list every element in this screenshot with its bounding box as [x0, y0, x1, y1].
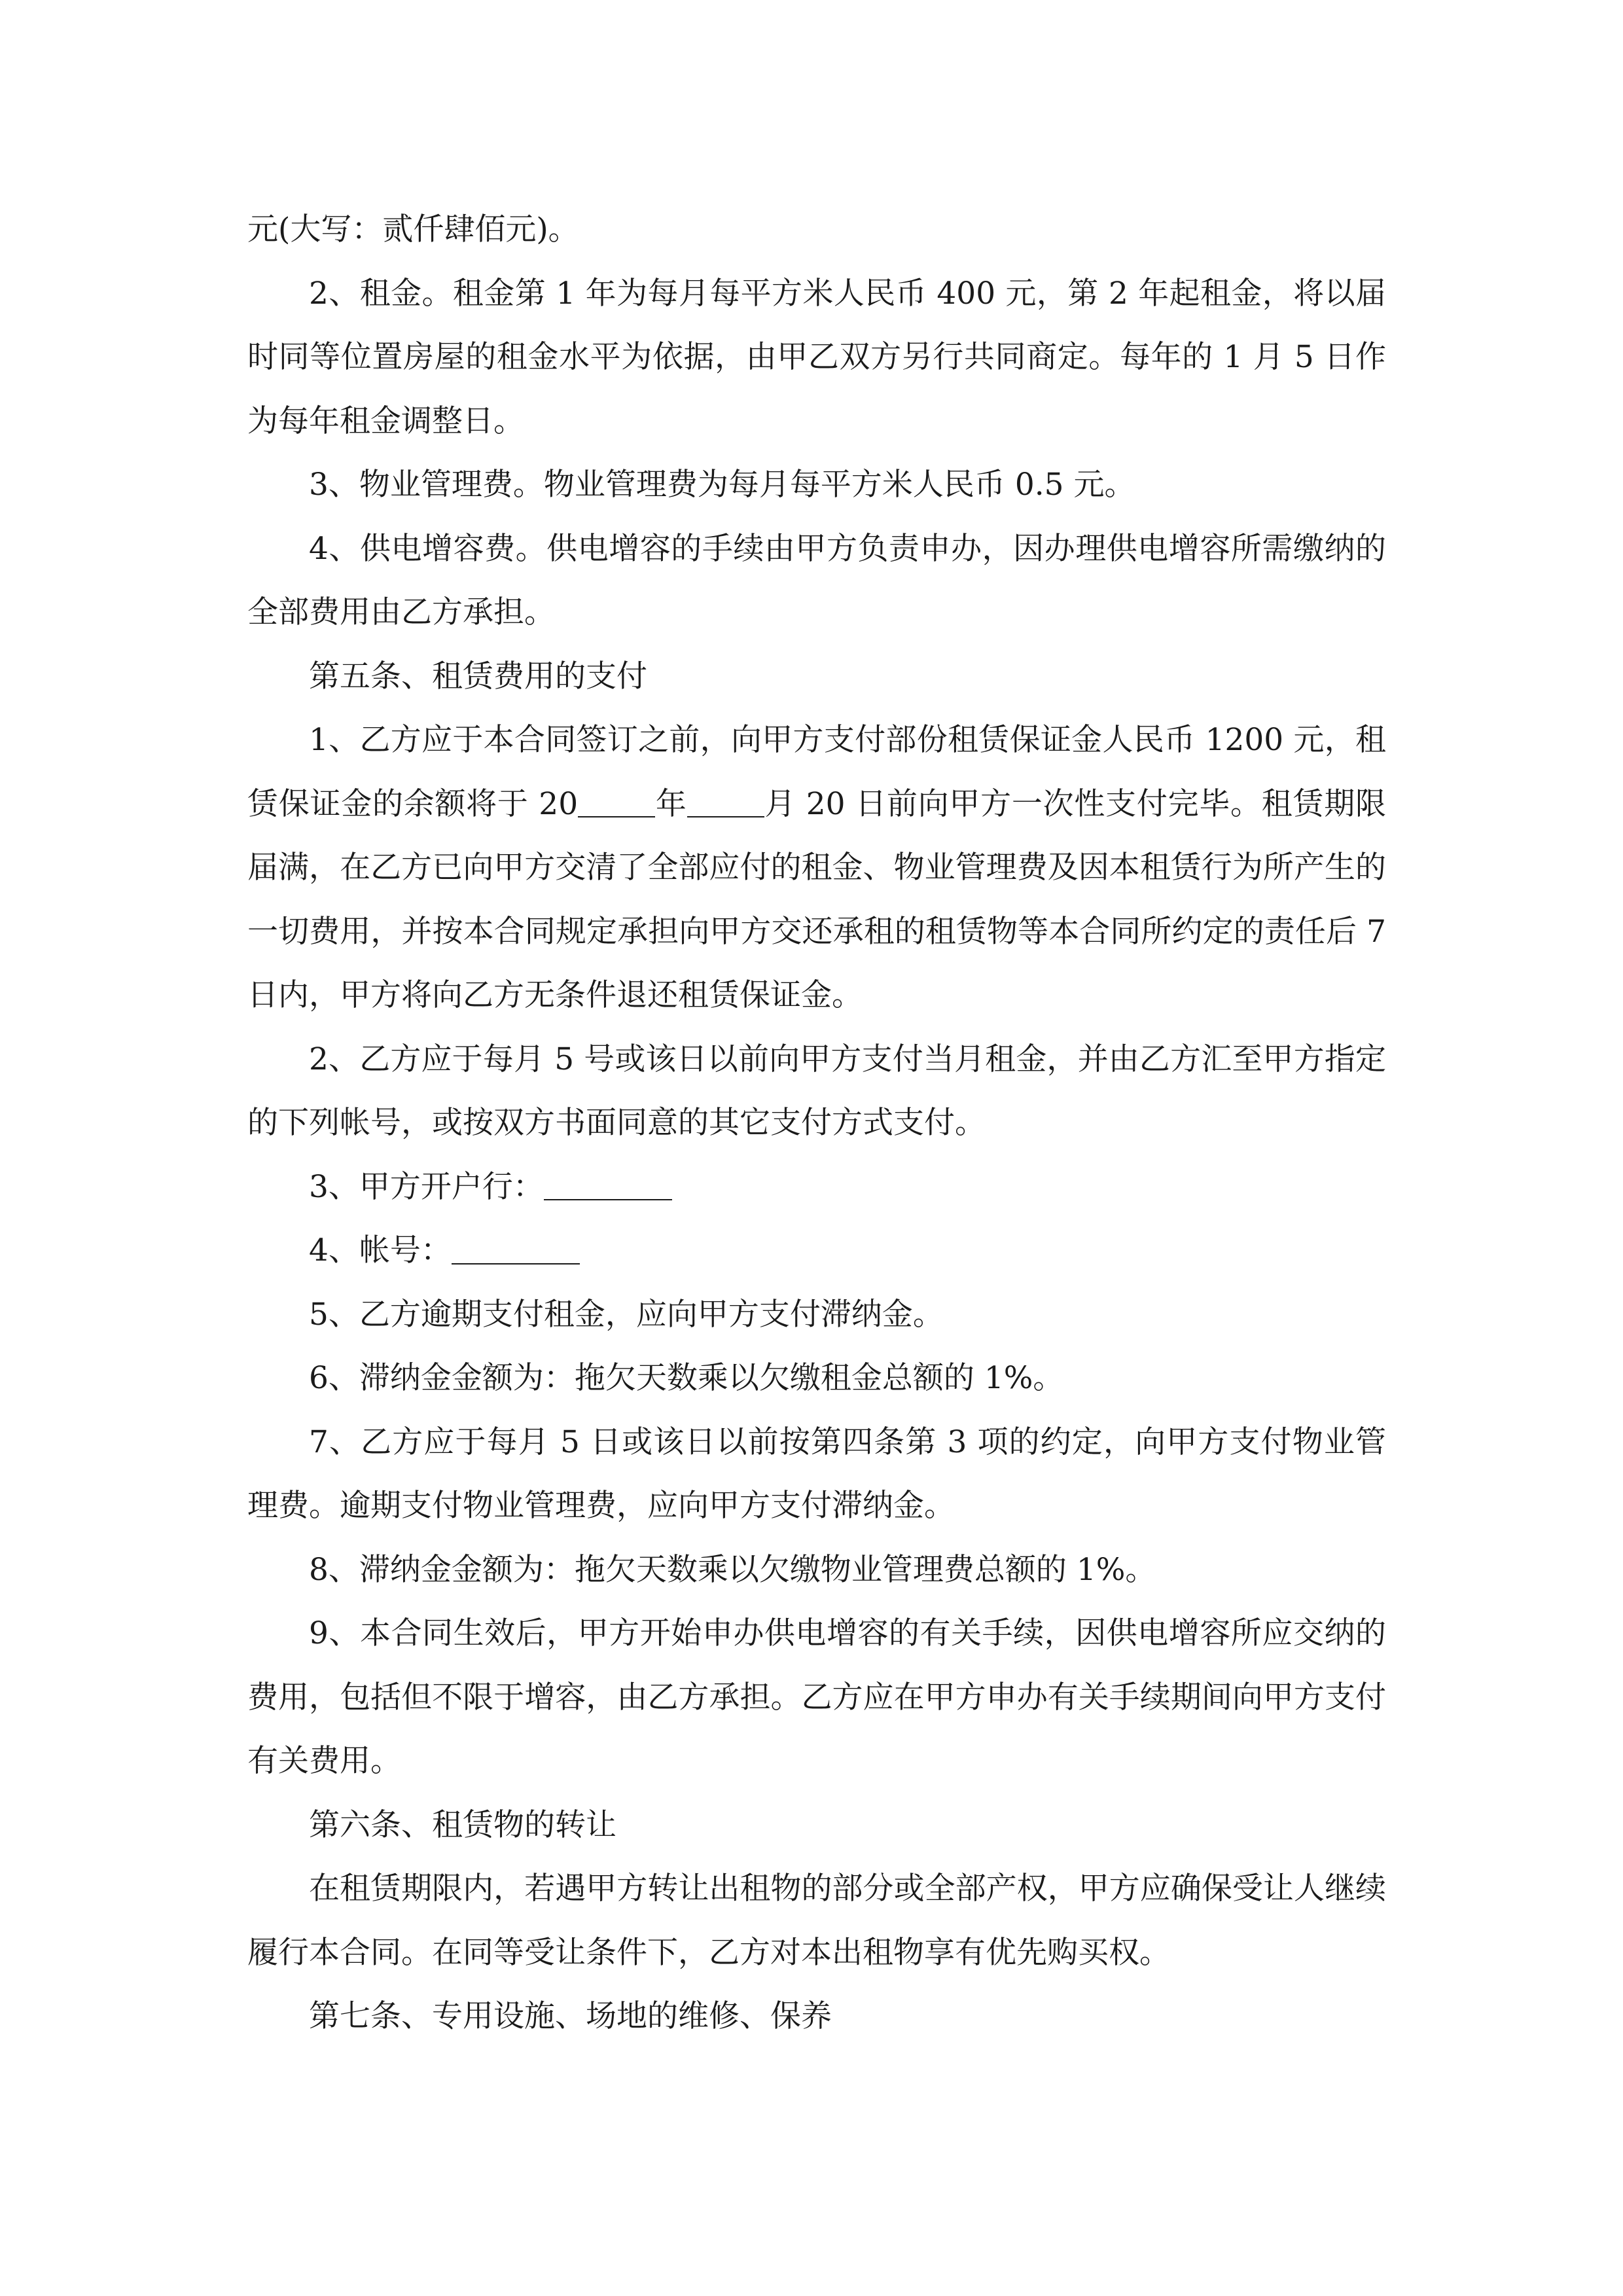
- paragraph-account: [247, 1219, 1386, 1283]
- bank-blank: [544, 1168, 672, 1200]
- month-blank: [687, 785, 764, 817]
- paragraph-power-procedure: 9、本合同生效后，甲方开始申办供电增容的有关手续，因供电增容所应交纳的费用，包括但不限于增容，由乙方承担。乙方应在甲方申办有关手续期间向甲方支付有关费用。: [247, 1615, 1386, 1779]
- bank-label: 3、甲方开户行：: [309, 1168, 544, 1205]
- heading-article-7: 第七条、专用设施、场地的维修、保养: [309, 1998, 832, 2034]
- deposit-text-part1: 1、乙方应于本合同签订之前，向甲方支付部份租赁保证金人民币 1200 元，租赁保证金的余额将于 20: [247, 722, 1386, 822]
- year-blank: [578, 785, 655, 817]
- account-label: 4、帐号：: [309, 1232, 452, 1268]
- paragraph-late-rent: 5、乙方逾期支付租金，应向甲方支付滞纳金。: [309, 1296, 944, 1333]
- paragraph-deposit-payment: [247, 708, 1386, 1028]
- document-body: [247, 198, 1386, 2049]
- paragraph-bank: [247, 1155, 1386, 1219]
- paragraph-power-fee: 4、供电增容费。供电增容的手续由甲方负责申办，因办理供电增容所需缴纳的全部费用由乙方承担。: [247, 530, 1386, 630]
- account-blank: [452, 1232, 580, 1265]
- paragraph-property-fee: 3、物业管理费。物业管理费为每月每平方米人民币 0.5 元。: [309, 467, 1135, 503]
- heading-article-5: 第五条、租赁费用的支付: [309, 658, 647, 694]
- paragraph-transfer: 在租赁期限内，若遇甲方转让出租物的部分或全部产权，甲方应确保受让人继续履行本合同。在同等受让条件下，乙方对本出租物享有优先购买权。: [247, 1871, 1386, 1971]
- deposit-text-part3: 月 20 日前向甲方一次性支付完毕。租赁期限届满，在乙方已向甲方交清了全部应付的租金、物业管理费及因本租赁行为所产生的一切费用，并按本合同规定承担向甲方交还承租的租赁物等本合同所约定的责任后 7 日内，甲方将向乙方无条件退还租赁保证金。: [247, 785, 1387, 1013]
- paragraph-monthly-payment: 2、乙方应于每月 5 号或该日以前向甲方支付当月租金，并由乙方汇至甲方指定的下列帐号，或按双方书面同意的其它支付方式支付。: [247, 1041, 1386, 1141]
- deposit-text-part2: 年: [655, 785, 687, 822]
- paragraph-late-fee-rent: 6、滞纳金金额为：拖欠天数乘以欠缴租金总额的 1%。: [309, 1360, 1064, 1396]
- paragraph-property-payment: 7、乙方应于每月 5 日或该日以前按第四条第 3 项的约定，向甲方支付物业管理费。逾期支付物业管理费，应向甲方支付滞纳金。: [247, 1424, 1386, 1524]
- paragraph-rent: 2、租金。租金第 1 年为每月每平方米人民币 400 元，第 2 年起租金，将以届时同等位置房屋的租金水平为依据，由甲乙双方另行共同商定。每年的 1 月 5 日作为每年租金调整日。: [247, 275, 1386, 439]
- paragraph-deposit-amount: 元(大写：贰仟肆佰元)。: [247, 211, 579, 247]
- heading-article-6: 第六条、租赁物的转让: [309, 1806, 616, 1843]
- paragraph-late-fee-property: 8、滞纳金金额为：拖欠天数乘以欠缴物业管理费总额的 1%。: [309, 1551, 1156, 1588]
